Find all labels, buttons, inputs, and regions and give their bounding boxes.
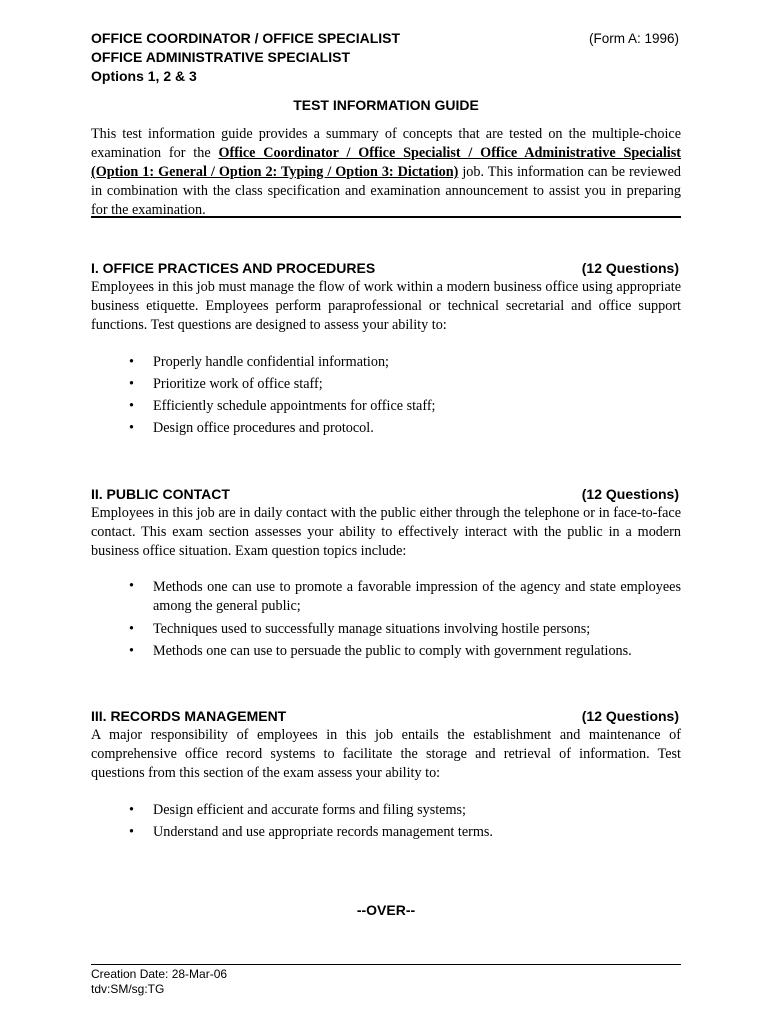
intro-paragraph	[91, 125, 681, 220]
list-item	[91, 577, 681, 618]
list-item-text: Understand and use appropriate records management terms.	[153, 824, 493, 840]
bullet-list	[91, 351, 681, 439]
form-label: (Form A: 1996)	[588, 31, 679, 46]
bullet-list	[91, 799, 681, 843]
section-records-management	[91, 706, 681, 843]
bullet-icon: •	[129, 398, 134, 414]
bullet-icon: •	[129, 376, 134, 392]
list-item	[91, 799, 681, 821]
section-office-practices	[91, 258, 681, 439]
section-heading	[91, 484, 681, 504]
list-item-text: Efficiently schedule appointments for office staff;	[153, 398, 436, 414]
list-item-text: Techniques used to successfully manage situations involving hostile persons;	[153, 621, 591, 637]
footer-divider	[91, 964, 681, 965]
guide-title: TEST INFORMATION GUIDE	[293, 97, 479, 113]
list-item-text: Design office procedures and protocol.	[153, 420, 374, 436]
document-footer	[91, 967, 227, 997]
bullet-icon: •	[129, 621, 134, 637]
bullet-icon: •	[129, 643, 134, 659]
intro-text-end: job. This information can be reviewed in combination with the class specification and examination announcement to assist you in preparing for the examination.	[91, 164, 681, 218]
creation-date: Creation Date: 28-Mar-06	[91, 967, 228, 981]
document-code: tdv:SM/sg:TG	[91, 982, 165, 996]
header-title-line-2: OFFICE ADMINISTRATIVE SPECIALIST	[91, 49, 351, 65]
document-page	[91, 0, 681, 1024]
question-count: (12 Questions)	[581, 708, 679, 724]
bullet-list	[91, 577, 681, 662]
section-public-contact	[91, 484, 681, 662]
list-item-text: Properly handle confidential information;	[153, 354, 389, 370]
header-options-line: Options 1, 2 & 3	[91, 68, 197, 84]
intro-text-start: This test information guide provides a summary of concepts that are tested on the multiple-choice examination for the	[91, 126, 681, 161]
section-title: I. OFFICE PRACTICES AND PROCEDURES	[91, 260, 376, 276]
list-item-text: Methods one can use to promote a favorable impression of the agency and state employees among the general public;	[153, 579, 681, 614]
list-item	[91, 417, 681, 439]
list-item-text: Methods one can use to persuade the public to comply with government regulations.	[153, 643, 632, 659]
over-indicator: --OVER--	[356, 902, 416, 918]
section-title: II. PUBLIC CONTACT	[91, 486, 230, 502]
question-count: (12 Questions)	[581, 486, 679, 502]
bullet-icon: •	[129, 354, 134, 370]
list-item	[91, 821, 681, 843]
list-item	[91, 395, 681, 417]
header-title-line-1: OFFICE COORDINATOR / OFFICE SPECIALIST	[91, 30, 401, 46]
list-item-text: Prioritize work of office staff;	[153, 376, 323, 392]
list-item	[91, 618, 681, 640]
section-heading	[91, 258, 681, 278]
bullet-icon: •	[129, 824, 134, 840]
question-count: (12 Questions)	[581, 260, 679, 276]
list-item	[91, 351, 681, 373]
section-description: A major responsibility of employees in this job entails the establishment and maintenance of comprehensive office record systems to facilitate the storage and retrieval of information. Test questions from this section of the exam assess your ability to:	[91, 727, 681, 781]
section-description: Employees in this job are in daily contact with the public either through the telephone or in face-to-face contact. This exam section assesses your ability to effectively interact with the public in a modern business office situation. Exam question topics include:	[91, 505, 681, 559]
list-item-text: Design efficient and accurate forms and filing systems;	[153, 802, 466, 818]
list-item	[91, 373, 681, 395]
intro-divider	[91, 216, 681, 218]
section-heading	[91, 706, 681, 726]
bullet-icon: •	[129, 578, 134, 594]
list-item	[91, 640, 681, 662]
bullet-icon: •	[129, 802, 134, 818]
section-title: III. RECORDS MANAGEMENT	[91, 708, 287, 724]
section-description: Employees in this job must manage the flow of work within a modern business office using appropriate business etiquette. Employees perform paraprofessional or technical secretarial and office support functions. Test questions are designed to assess your ability to:	[91, 279, 681, 333]
bullet-icon: •	[129, 420, 134, 436]
intro-job-title: Office Coordinator / Office Specialist / Office Administrative Specialist (Option 1: General / Option 2: Typing / Option 3: Dictation)	[91, 145, 681, 180]
